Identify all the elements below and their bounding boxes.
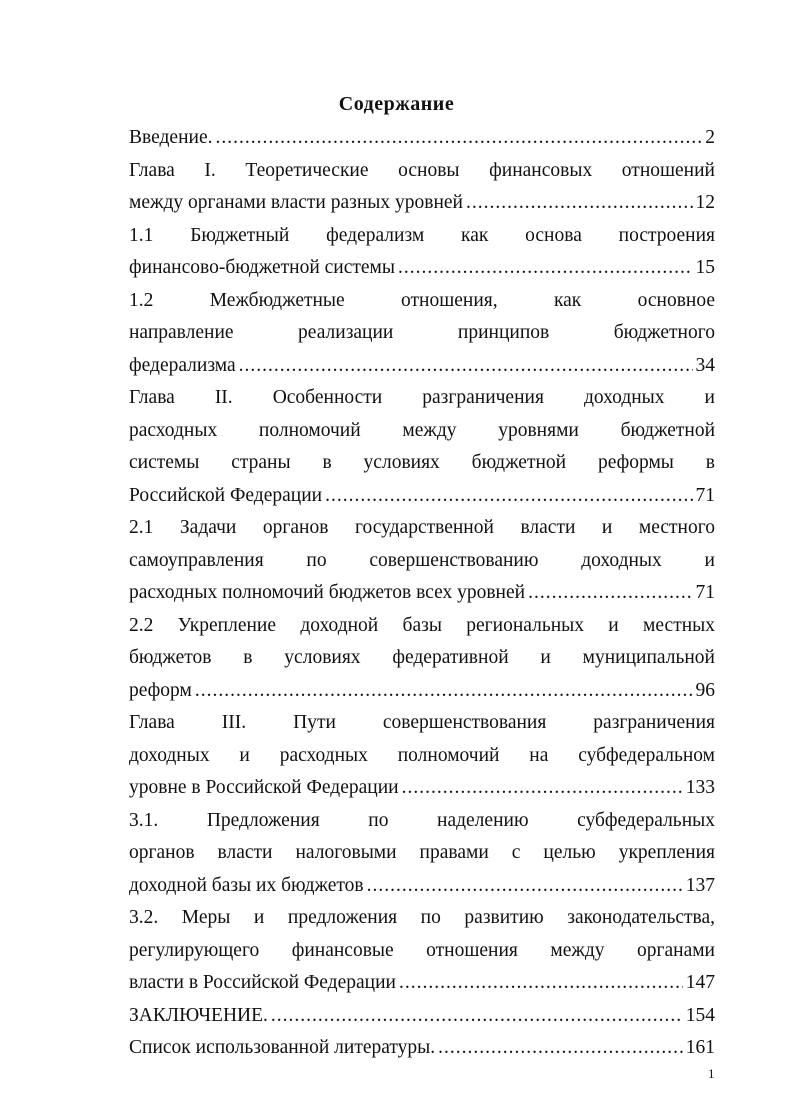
dot-leader [402,772,683,805]
toc-page-number: 133 [685,777,715,798]
dot-leader [195,675,693,708]
toc-entry-line: 3.1. Предложения по наделению субфедеральных [129,809,715,831]
toc-entry [129,1000,715,1033]
toc-page-number: 147 [685,972,715,993]
toc-entry-line: самоуправления по совершенствованию доходных и [129,549,715,571]
toc-entry-text: уровне в Российской Федерации [129,777,399,798]
toc-entry-line: регулирующего финансовые отношения между органами [129,939,715,961]
toc-page-number: 137 [685,874,715,896]
toc-entry-line: органов власти налоговыми правами с целью укрепления [129,842,715,863]
toc-entry-final-line [129,870,715,903]
dot-leader [271,1000,683,1033]
toc-entry-text: власти в Российской Федерации [129,972,396,993]
toc-entry [129,1032,715,1065]
toc-entry-line: 3.2. Меры и предложения по развитию законодательства, [129,907,715,928]
toc-entry-line: расходных полномочий между уровнями бюджетной [129,419,715,441]
toc-entry [129,285,715,383]
toc-entry-final-line [129,675,715,708]
toc-entry [129,220,715,285]
toc-page-number: 15 [695,257,715,278]
dot-leader [398,252,693,285]
dot-leader [466,187,693,220]
toc-entry [129,382,715,512]
toc-page-number: 96 [695,679,715,701]
toc-entry-final-line [129,1032,715,1065]
toc-entry [129,512,715,610]
toc-entry-line: 1.1 Бюджетный федерализм как основа построения [129,224,715,246]
toc-entry [129,805,715,903]
toc-entry-line: Глава II. Особенности разграничения доходных и [129,387,715,408]
dot-leader [239,350,693,383]
toc-entry-text: ЗАКЛЮЧЕНИЕ. [129,1004,268,1026]
toc-page-number: 12 [695,192,715,213]
toc-page-number: 71 [695,582,715,603]
table-of-contents [129,122,715,1065]
toc-page-number: 71 [695,484,715,506]
toc-entry-text: федерализма [129,354,236,376]
dot-leader [399,967,683,1000]
toc-entry-final-line [129,122,715,155]
toc-entry-final-line [129,480,715,513]
toc-entry [129,155,715,220]
dot-leader [215,122,702,155]
toc-entry-text: расходных полномочий бюджетов всех уровней [129,582,526,603]
toc-entry-text: Введение. [129,127,213,148]
toc-entry-final-line [129,1000,715,1033]
toc-entry [129,902,715,1000]
toc-page-number: 34 [695,354,715,376]
dot-leader [438,1032,683,1065]
toc-entry-text: Российской Федерации [129,484,323,506]
toc-entry [129,707,715,805]
toc-entry-final-line [129,772,715,805]
page-number: 1 [708,1066,715,1081]
toc-entry [129,610,715,708]
toc-entry-line: 2.2 Укрепление доходной базы региональных и местных [129,614,715,636]
toc-entry-line: системы страны в условиях бюджетной реформы в [129,452,715,473]
toc-entry-line: доходных и расходных полномочий на субфедеральном [129,744,715,766]
toc-entry-line: Глава I. Теоретические основы финансовых отношений [129,159,715,181]
page-title: Содержание [338,93,455,115]
toc-entry-final-line [129,967,715,1000]
toc-entry-line: 2.1 Задачи органов государственной власти и местного [129,517,715,538]
toc-page-number: 161 [685,1037,715,1058]
toc-entry-text: между органами власти разных уровней [129,192,463,213]
toc-entry-final-line [129,577,715,610]
toc-entry-line: бюджетов в условиях федеративной и муниципальной [129,647,715,668]
toc-entry-final-line [129,252,715,285]
dot-leader [325,480,692,513]
toc-entry-text: реформ [129,679,192,701]
toc-entry-final-line [129,350,715,383]
toc-entry-text: финансово-бюджетной системы [129,257,395,278]
dot-leader [528,577,692,610]
toc-entry-text: Список использованной литературы. [129,1037,436,1058]
toc-entry-line: направление реализации принципов бюджетного [129,322,715,343]
toc-entry-text: доходной базы их бюджетов [129,874,364,896]
toc-page-number: 154 [685,1004,715,1026]
toc-entry-line: Глава III. Пути совершенствования разграничения [129,712,715,733]
toc-entry-line: 1.2 Межбюджетные отношения, как основное [129,289,715,311]
toc-entry-final-line [129,187,715,220]
toc-entry [129,122,715,155]
toc-page-number: 2 [705,127,715,148]
dot-leader [367,870,683,903]
